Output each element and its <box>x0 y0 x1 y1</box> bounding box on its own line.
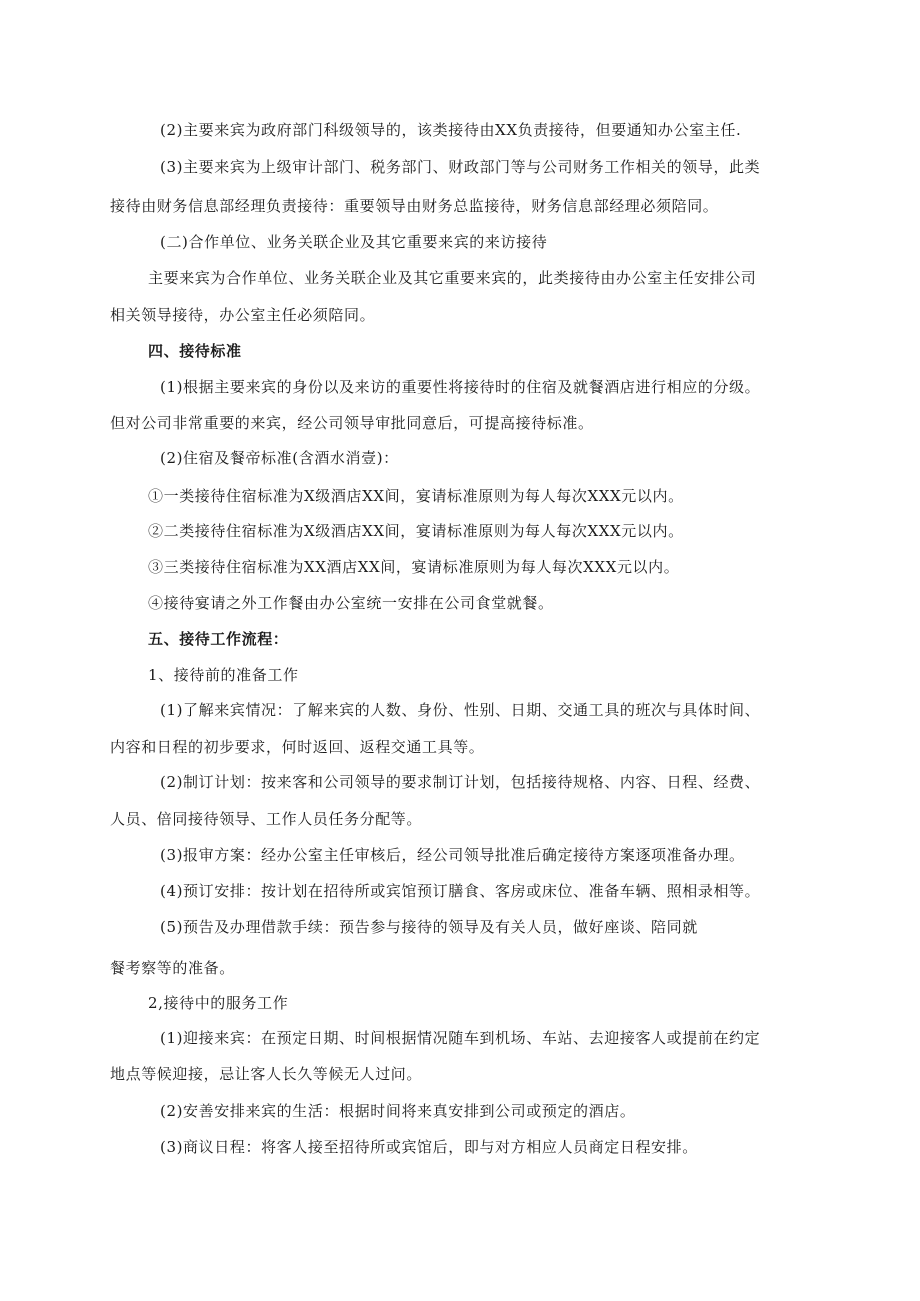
text-line: (2)主要来宾为政府部门科级领导的，该类接待由XX负责接待，但要通知办公室主任. <box>160 121 742 139</box>
subheading: 1、接待前的准备工作 <box>148 666 299 684</box>
text-line: 但对公司非常重要的来宾，经公司领导审批同意后，可提高接待标准。 <box>110 414 594 432</box>
text-line: (4)预订安排：按计划在招待所或宾馆预订膳食、客房或床位、准备车辆、照相录相等。 <box>160 882 761 900</box>
text-line: ①一类接待住宿标准为X级酒店XX间，宴请标准原则为每人每次XXX元以内。 <box>148 487 684 505</box>
subheading: 2,接待中的服务工作 <box>148 994 289 1012</box>
text-line: 接待由财务信息部经理负责接待：重要领导由财务总监接待，财务信息部经理必须陪同。 <box>110 197 719 215</box>
text-line: (1)根据主要来宾的身份以及来访的重要性将接待时的住宿及就餐酒店进行相应的分级。 <box>160 378 761 396</box>
text-line: 主要来宾为合作单位、业务关联企业及其它重要来宾的，此类接待由办公室主任安排公司 <box>148 269 757 287</box>
section-heading: 四、接待标准 <box>148 342 242 360</box>
text-line: (3)主要来宾为上级审计部门、税务部门、财政部门等与公司财务工作相关的领导，此类 <box>160 158 761 176</box>
section-heading: 五、接待工作流程： <box>148 630 289 648</box>
text-line: 内容和日程的初步要求，何时返回、返程交通工具等。 <box>110 738 485 756</box>
text-line: 餐考察等的准备。 <box>110 959 235 977</box>
text-line: (1)了解来宾情况：了解来宾的人数、身份、性别、日期、交通工具的班次与具体时间、 <box>160 701 761 719</box>
text-line: (1)迎接来宾：在预定日期、时间根据情况随车到机场、车站、去迎接客人或提前在约定 <box>160 1029 761 1047</box>
text-line: ④接待宴请之外工作餐由办公室统一安排在公司食堂就餐。 <box>148 594 554 612</box>
text-line: 地点等候迎接，忌让客人长久等候无人过问。 <box>110 1065 423 1083</box>
text-line: ③三类接待住宿标准为XX酒店XX间，宴请标准原则为每人每次XXX元以内。 <box>148 558 680 576</box>
subheading: (二)合作单位、业务关联企业及其它重要来宾的来访接待 <box>160 233 548 251</box>
text-line: (2)住宿及餐帝标准(含酒水消壹)： <box>160 449 399 467</box>
text-line: 人员、倍同接待领导、工作人员任务分配等。 <box>110 810 423 828</box>
text-line: (3)报审方案：经办公室主任审核后，经公司领导批准后确定接待方案逐项准备办理。 <box>160 846 745 864</box>
text-line: (3)商议日程：将客人接至招待所或宾馆后，即与对方相应人员商定日程安排。 <box>160 1138 698 1156</box>
text-line: 相关领导接待，办公室主任必须陪同。 <box>110 306 376 324</box>
text-line: ②二类接待住宿标准为X级酒店XX间，宴请标准原则为每人每次XXX元以内。 <box>148 522 684 540</box>
text-line: (2)制订计划：按来客和公司领导的要求制订计划，包括接待规格、内容、日程、经费、 <box>160 773 761 791</box>
text-line: (5)预告及办理借款手续：预告参与接待的领导及有关人员，做好座谈、陪同就 <box>160 918 698 936</box>
text-line: (2)安善安排来宾的生活：根据时间将来真安排到公司或预定的酒店。 <box>160 1102 636 1120</box>
